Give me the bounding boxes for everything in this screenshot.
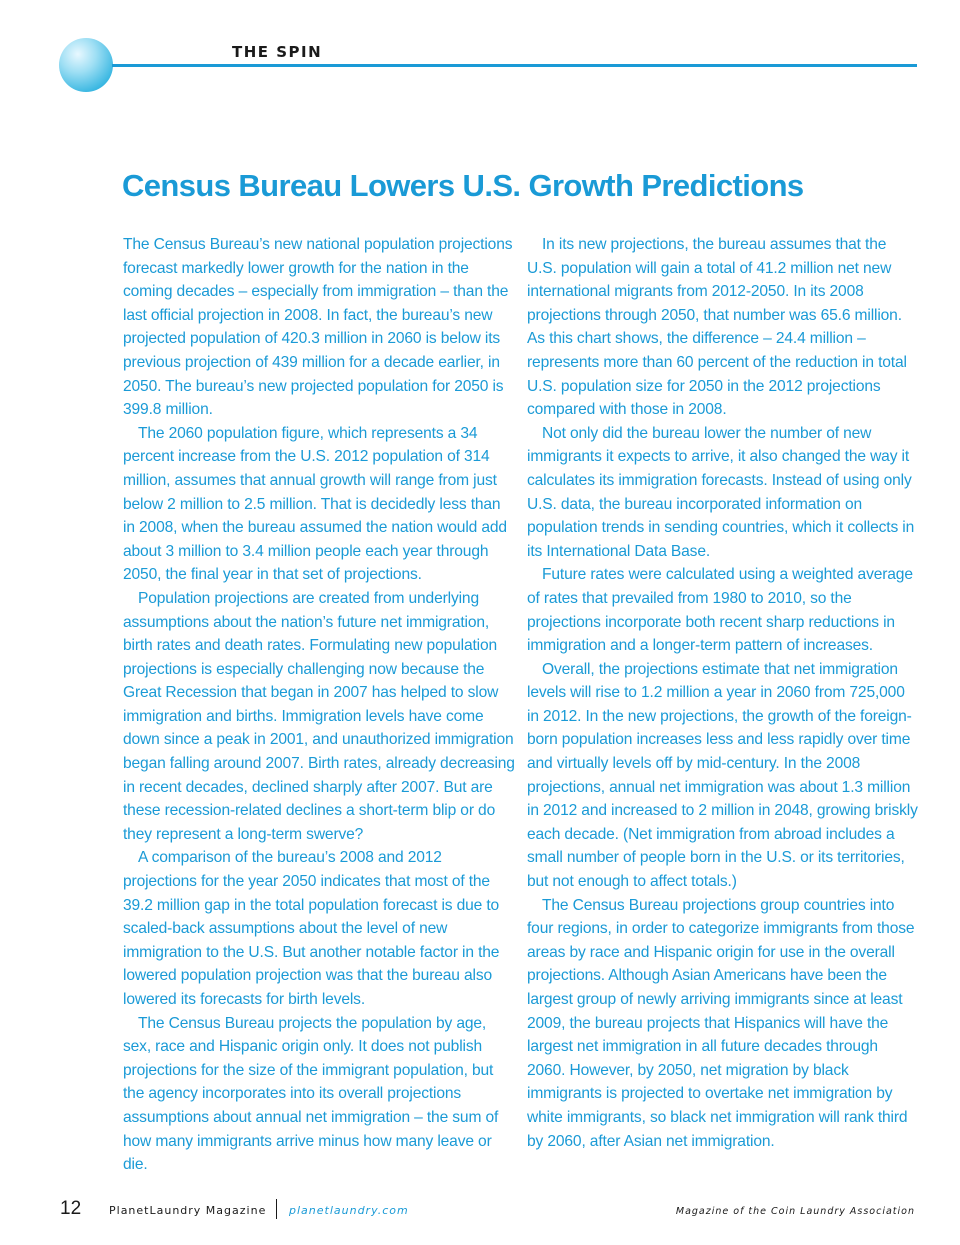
left-column xyxy=(123,233,515,1177)
paragraph: The Census Bureau’s new national population projections forecast markedly lower growth for the nation in the coming decades – especially from immigration – than the last official projection in 2008. In fact, the bureau’s new projected population of 420.3 million in 2060 is below its previous projection of 439 million for a decade earlier, in 2050. The bureau’s new projected population for 2050 is 399.8 million. xyxy=(123,236,513,419)
paragraph: The 2060 population figure, which represents a 34 percent increase from the U.S. 2012 population of 314 million, assumes that annual growth will range from just below 2 million to 2.5 million. That is decidedly less than in 2008, when the bureau assumed the nation would add about 3 million to 3.4 million people each year through 2050, the final year in that set of projections. xyxy=(123,424,507,584)
paragraph: The Census Bureau projections group countries into four regions, in order to categorize immigrants from those areas by race and Hispanic origin for use in the overall projections. Although Asian Americans have been the largest group of newly arriving immigrants since at least 2009, the bureau projects that Hispanics will have the largest net immigration in all future decades through 2060. However, by 2050, net migration by black immigrants is projected to overtake net immigration by white immigrants, so black net immigration will rank third by 2060, after Asian net immigration. xyxy=(527,896,915,1150)
section-label: THE SPIN xyxy=(232,43,323,61)
paragraph: Not only did the bureau lower the number of new immigrants it expects to arrive, it also changed the way it calculates its immigration forecasts. Instead of using only U.S. data, the bureau incorporated information on population trends in sending countries, which it collects in its International Data Base. xyxy=(527,424,915,560)
paragraph: Future rates were calculated using a weighted average of rates that prevailed from 1980 to 2010, so the projections incorporate both recent sharp reductions in immigration and a longer-term pattern of increases. xyxy=(527,566,913,655)
paragraph: The Census Bureau projects the population by age, sex, race and Hispanic origin only. It does not publish projections for the size of the immigrant population, but the agency incorporates into its overall projections assumptions about annual net immigration – the sum of how many immigrants arrive minus how many leave or die. xyxy=(123,1014,499,1174)
header-rule xyxy=(112,64,917,67)
association-tagline: Magazine of the Coin Laundry Association xyxy=(675,1206,915,1217)
website-link[interactable]: planetlaundry.com xyxy=(289,1204,409,1217)
right-column xyxy=(527,233,919,1153)
article-headline: Census Bureau Lowers U.S. Growth Predictions xyxy=(122,168,804,203)
paragraph: In its new projections, the bureau assumes that the U.S. population will gain a total of 41.2 million net new international migrants from 2012-2050. In its 2008 projections through 2050, that number was 65.6 million. As this chart shows, the difference – 24.4 million – represents more than 60 percent of the reduction in total U.S. population size for 2050 in the 2012 projections compared with those in 2008. xyxy=(527,236,907,419)
sphere-icon xyxy=(59,38,113,92)
page-number: 12 xyxy=(60,1198,82,1219)
paragraph: Population projections are created from underlying assumptions about the nation’s future net immigration, birth rates and death rates. Formulating new population projections is especially challenging now because the Great Recession that began in 2007 has helped to slow immigration and births. Immigration levels have come down since a peak in 2001, and unauthorized immigration began falling around 2007. Birth rates, already decreasing in recent decades, declined sharply after 2007. But are these recession-related declines a short-term blip or do they represent a long-term swerve? xyxy=(123,589,515,843)
paragraph: A comparison of the bureau’s 2008 and 2012 projections for the year 2050 indicates that most of the 39.2 million gap in the total population forecast is due to scaled-back assumptions about the level of new immigration to the U.S. But another notable factor in the lowered population projection was that the bureau also lowered its forecasts for birth levels. xyxy=(123,849,500,1008)
magazine-name: PlanetLaundry Magazine xyxy=(109,1204,267,1217)
footer-divider xyxy=(276,1199,277,1219)
paragraph: Overall, the projections estimate that net immigration levels will rise to 1.2 million a year in 2060 from 725,000 in 2012. In the new projections, the growth of the foreign-born population increases less and less rapidly over time and virtually levels off by mid-century. In the 2008 projections, annual net immigration was about 1.3 million in 2012 and increased to 2 million in 2048, growing briskly each decade. (Net immigration from abroad includes a small number of people born in the U.S. or its territories, but not enough to affect totals.) xyxy=(527,660,918,891)
